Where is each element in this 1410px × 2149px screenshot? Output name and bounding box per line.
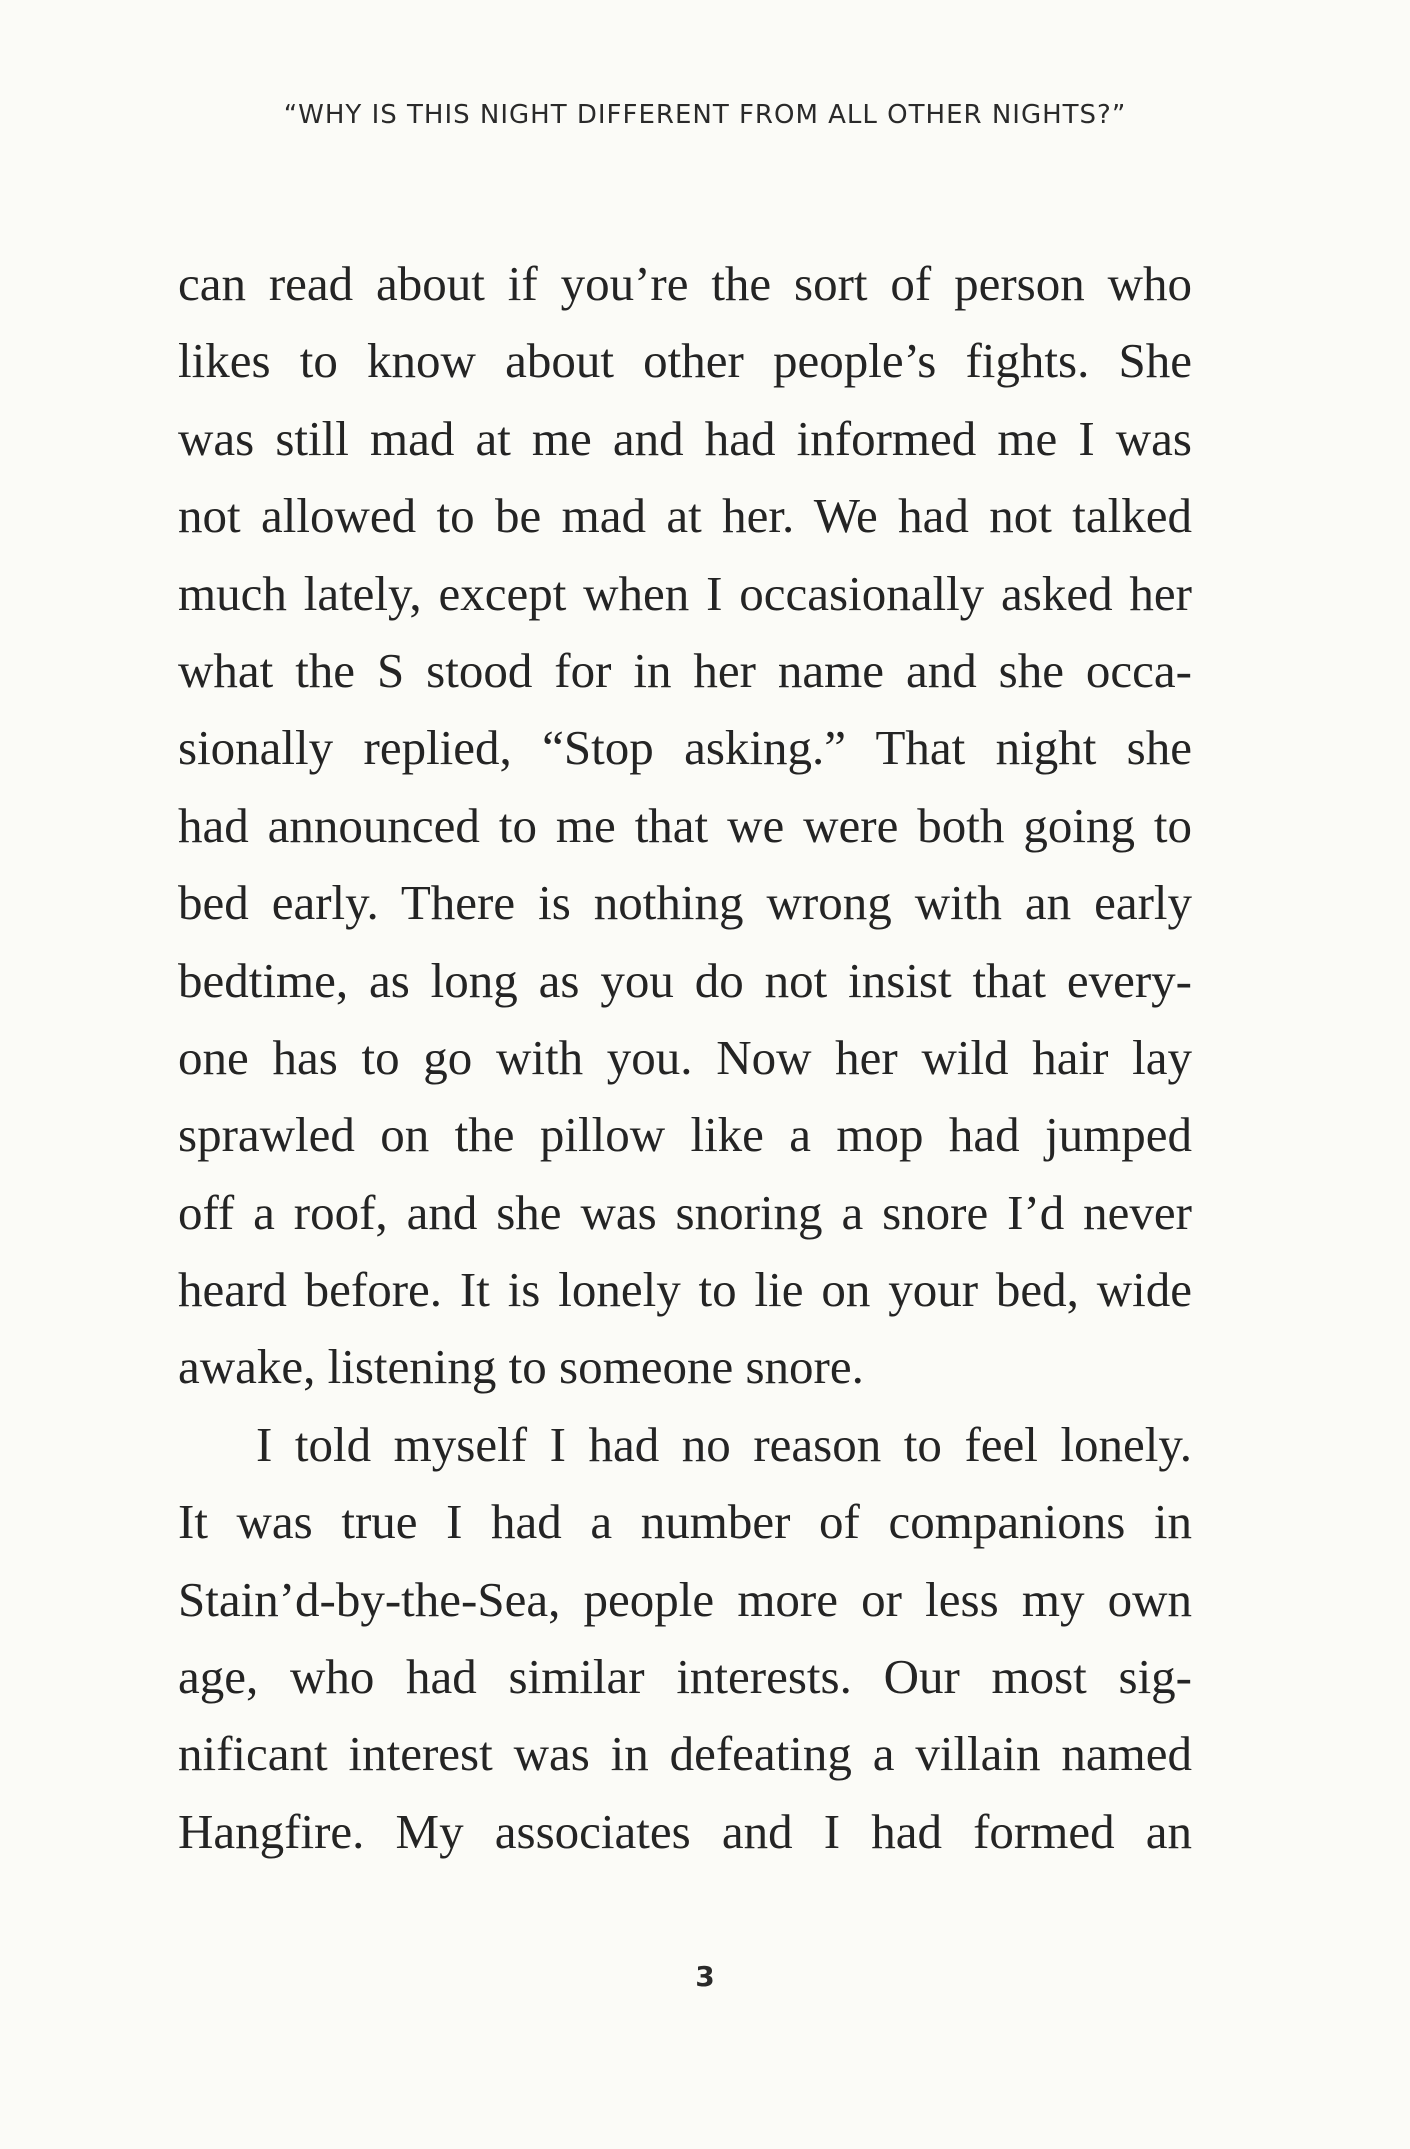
text-line: can read about if you’re the sort of person who — [178, 256, 1192, 311]
text-line: had announced to me that we were both going to — [178, 797, 1192, 853]
text-line: much lately, except when I occasionally asked her — [178, 565, 1192, 621]
running-head: “WHY IS THIS NIGHT DIFFERENT FROM ALL OTHER NIGHTS?” — [283, 100, 1127, 130]
text-line: Hangfire. My associates and I had formed an — [178, 1803, 1192, 1859]
text-line: likes to know about other people’s fights. She — [178, 333, 1192, 389]
text-line: bed early. There is nothing wrong with an early — [178, 875, 1192, 931]
paragraph-1 — [178, 245, 1192, 1406]
text-line: Stain’d-by-the-Sea, people more or less my own — [178, 1571, 1192, 1627]
text-line: awake, listening to someone snore. — [178, 1339, 864, 1395]
text-line: nificant interest was in defeating a villain named — [178, 1726, 1192, 1782]
text-line: off a roof, and she was snoring a snore I’d never — [178, 1184, 1192, 1240]
text-line: what the S stood for in her name and she occa- — [178, 642, 1192, 698]
body-text — [178, 245, 1192, 1870]
page-number: 3 — [695, 1960, 715, 1993]
text-line: sprawled on the pillow like a mop had jumped — [178, 1107, 1192, 1163]
text-line: It was true I had a number of companions in — [178, 1494, 1192, 1550]
text-line: heard before. It is lonely to lie on your bed, wide — [178, 1262, 1192, 1318]
text-line: one has to go with you. Now her wild hair lay — [178, 1029, 1192, 1085]
text-line: bedtime, as long as you do not insist that every- — [178, 952, 1192, 1008]
text-line: was still mad at me and had informed me I was — [178, 410, 1192, 466]
text-line: age, who had similar interests. Our most sig- — [178, 1649, 1192, 1705]
text-line: I told myself I had no reason to feel lonely. — [256, 1416, 1192, 1472]
text-line: sionally replied, “Stop asking.” That night she — [178, 720, 1192, 776]
paragraph-2 — [178, 1406, 1192, 1870]
text-line: not allowed to be mad at her. We had not talked — [178, 488, 1192, 544]
